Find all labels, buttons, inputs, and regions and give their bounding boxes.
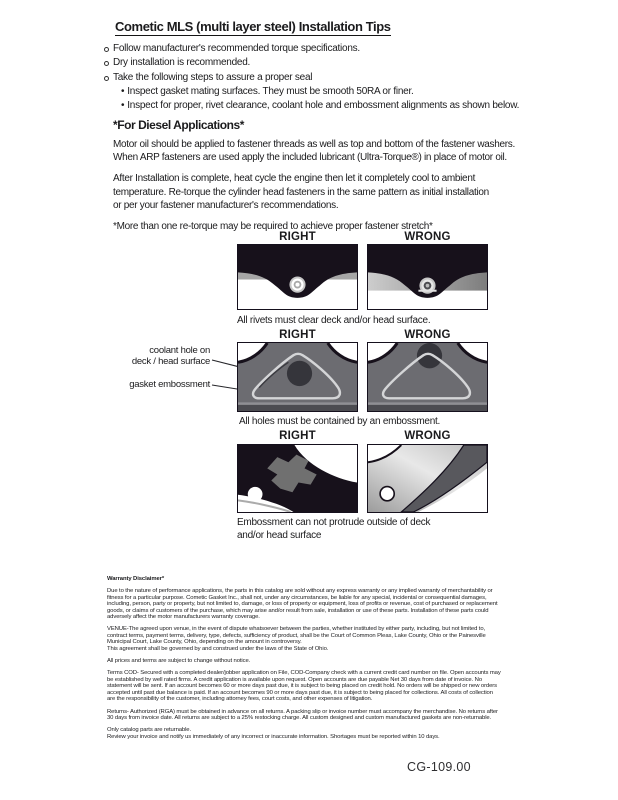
section-heading: *For Diesel Applications* bbox=[113, 118, 245, 132]
embossment-diagram-labels bbox=[237, 430, 488, 442]
paragraph: Motor oil should be applied to fastener threads as well as top and bottom of the fastener washers. When ARP fasteners are used apply the included lubricant (Ultra-Torque®) in place of motor oil. bbox=[113, 139, 515, 164]
rivet-wrong-diagram bbox=[367, 244, 488, 310]
holes-diagram-labels bbox=[237, 329, 488, 341]
diesel-applications-section bbox=[113, 118, 515, 241]
page-number: CG-109.00 bbox=[407, 760, 471, 774]
embossment-diagram-row bbox=[237, 444, 488, 513]
legal-paragraph: All prices and terms are subject to change without notice. bbox=[107, 658, 251, 665]
holes-right-diagram bbox=[237, 342, 358, 412]
paragraph: After Installation is complete, heat cycle the engine then let it completely cool to ambient temperature. Re-torque the cylinder head fasteners in the same pattern as initial installation or per your fastener manufacturer's recommendations. bbox=[113, 173, 489, 211]
right-label: RIGHT bbox=[279, 329, 316, 341]
legal-heading: Warranty Disclaimer* bbox=[107, 576, 165, 582]
rivet-clearance-bad-icon bbox=[368, 245, 487, 309]
rivet-caption: All rivets must clear deck and/or head surface. bbox=[237, 315, 431, 326]
holes-caption: All holes must be contained by an embossment. bbox=[239, 416, 441, 427]
list-item bbox=[121, 85, 519, 99]
rivet-diagram-labels bbox=[237, 231, 488, 243]
embossment-wrong-diagram bbox=[367, 444, 488, 513]
warranty-disclaimer-section bbox=[107, 576, 501, 746]
tip-text: Inspect gasket mating surfaces. They must be smooth 50RA or finer. bbox=[127, 86, 414, 98]
legal-paragraph: VENUE-The agreed upon venue, in the event of dispute whatsoever between the parties, whether instituted by either party, including, but not limited to, contract terms, payment terms, delivery, type, defects, sufficiency of product, shall be the Court of Common Pleas, Lake County, Ohio or the Painesville Municipal Court, Lake County, Ohio, depending on the amount in controversy. This agreement shall be governed by and construed under the laws of the State of Ohio. bbox=[107, 626, 486, 652]
legal-paragraph: Terms COD- Secured with a completed dealer/jobber application on File, COD-Company check with a current credit card number on file. Open accounts may be established by well rated firms. A credit application is available upon request. Open accounts are due payable Net 30 days from date of invoice. No statement will be sent. If an account becomes 60 or more days past due, it is subject to being placed on credit hold. No orders will be shipped or new orders accepted until past due balance is paid. If an account becomes 90 or more days past due, it is subject to being placed for collections. All costs of collection are the responsibility of the customer, including attorney fees, court costs, and other expenses of litigation. bbox=[107, 670, 501, 703]
tip-text: Follow manufacturer's recommended torque specifications. bbox=[113, 43, 360, 54]
tip-text: Dry installation is recommended. bbox=[113, 57, 251, 69]
embossment-right-diagram bbox=[237, 444, 358, 513]
embossment-inside-deck-icon bbox=[238, 445, 357, 512]
hole-in-embossment-ok-icon bbox=[238, 343, 357, 411]
retorque-note: *More than one re-torque may be required to achieve proper fastener stretch* bbox=[113, 221, 433, 233]
embossment-caption: Embossment can not protrude outside of deck and/or head surface bbox=[237, 517, 431, 541]
dot-bullet-icon bbox=[121, 99, 124, 113]
installation-tips-list bbox=[104, 42, 519, 112]
dot-bullet-icon bbox=[121, 85, 124, 99]
embossment-protruding-icon bbox=[368, 445, 487, 512]
rivet-clearance-ok-icon bbox=[238, 245, 357, 309]
gasket-embossment-annotation: gasket embossment bbox=[129, 379, 210, 390]
tip-text: Inspect for proper, rivet clearance, coolant hole and embossment alignments as shown below. bbox=[127, 99, 520, 111]
right-label: RIGHT bbox=[279, 430, 316, 442]
rivet-diagram-row bbox=[237, 244, 488, 310]
page-title: Cometic MLS (multi layer steel) Installation Tips bbox=[115, 19, 391, 34]
circle-bullet-icon bbox=[104, 61, 109, 66]
list-item bbox=[121, 99, 519, 113]
legal-paragraph: Due to the nature of performance applications, the parts in this catalog are sold without any express warranty or any implied warranty of merchantability or fitness for a particular purpose. Cometic Gasket Inc., shall not, under any circumstances, be liable for any special, incidental or consequential damages, including, person, party or property, but not limited to, damage, or loss of property or equipment, loss of profits or revenue, cost of purchased or replacement goods, or claims of customers of the purchase, which may arise and/or result from sale, installation or use of these parts. Installation of these parts could adversely affect the motor manufacturers warranty coverage. bbox=[107, 588, 498, 621]
tip-text: Take the following steps to assure a proper seal bbox=[113, 71, 313, 83]
wrong-label: WRONG bbox=[404, 430, 451, 442]
circle-bullet-icon bbox=[104, 76, 109, 81]
legal-paragraph: Returns- Authorized (RGA) must be obtained in advance on all returns. A packing slip or invoice number must accompany the merchandise. No returns after 30 days from invoice date. All returns are subject to a 25% restocking charge. All custom designed and custom manufactured gaskets are non-returnable. bbox=[107, 708, 498, 721]
circle-bullet-icon bbox=[104, 47, 109, 52]
wrong-label: WRONG bbox=[404, 231, 451, 243]
list-item bbox=[104, 56, 519, 70]
holes-diagram-row bbox=[237, 342, 488, 412]
hole-outside-embossment-icon bbox=[368, 343, 487, 411]
list-item bbox=[104, 71, 519, 85]
rivet-right-diagram bbox=[237, 244, 358, 310]
holes-wrong-diagram bbox=[367, 342, 488, 412]
list-item bbox=[104, 42, 519, 56]
legal-paragraph: Only catalog parts are returnable. Review your invoice and notify us immediately of any incorrect or inaccurate information. Shortages must be reported within 10 days. bbox=[107, 727, 440, 740]
coolant-hole-annotation: coolant hole on deck / head surface bbox=[131, 345, 210, 367]
right-label: RIGHT bbox=[279, 231, 316, 243]
wrong-label: WRONG bbox=[404, 329, 451, 341]
